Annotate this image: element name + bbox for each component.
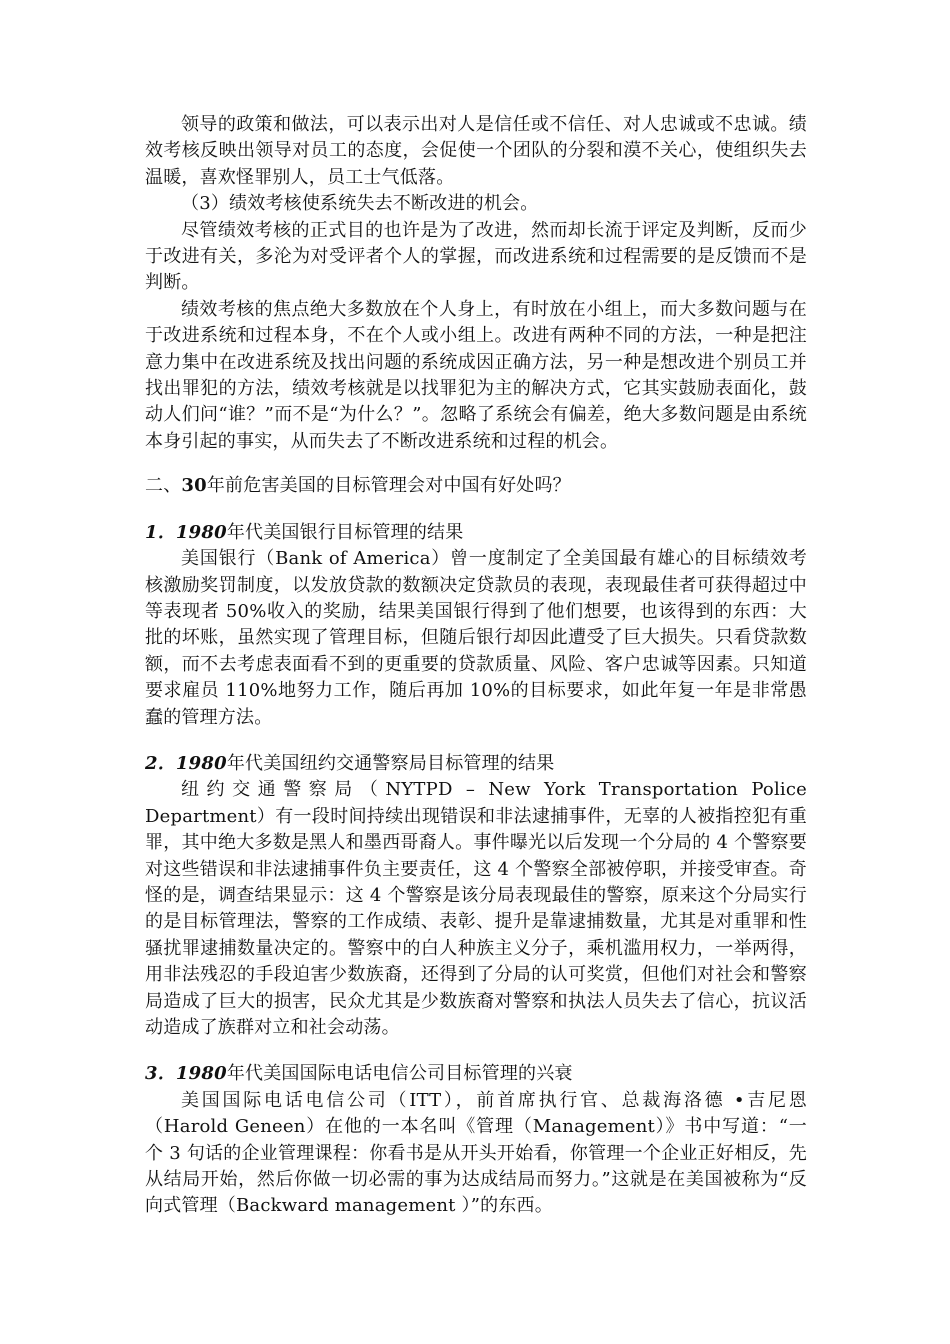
case-3-heading (145, 1061, 807, 1087)
case-3-title: 年代美国国际电话电信公司目标管理的兴衰 (226, 1063, 573, 1085)
paragraph-leadership: 领导的政策和做法，可以表示出对人是信任或不信任、对人忠诚或不忠诚。绩效考核反映出领导对员工的态度，会促使一个团队的分裂和漠不关心，使组织失去温暖，喜欢怪罪别人，员工士气低落。 (145, 114, 807, 188)
case-1-heading (145, 520, 807, 546)
paragraph-focus: 绩效考核的焦点绝大多数放在个人身上，有时放在小组上，而大多数问题与在于改进系统和过程本身，不在个人或小组上。改进有两种不同的方法，一种是把注意力集中在改进系统及找出问题的系统成因正确方法，另一种是想改进个别员工并找出罪犯的方法，绩效考核就是以找罪犯为主的解决方式，它其实鼓励表面化，鼓动人们问“谁？”而不是“为什么？”。忽略了系统会有偏差，绝大多数问题是由系统本身引起的事实，从而失去了不断改进系统和过程的机会。 (145, 298, 807, 452)
paragraph-improvement: 尽管绩效考核的正式目的也许是为了改进，然而却长流于评定及判断，反而少于改进有关，多沦为对受评者个人的掌握，而改进系统和过程需要的是反馈而不是判断。 (145, 219, 807, 294)
section-heading-2 (145, 473, 807, 499)
section-heading-prefix: 二、 (145, 475, 182, 497)
case-3-number: 3．1980 (145, 1063, 227, 1085)
spacer (145, 1041, 807, 1061)
case-2-heading (145, 751, 807, 777)
case-2-number: 2．1980 (145, 752, 227, 774)
document-page (145, 112, 807, 1220)
case-1-body: 美国银行（Bank of America）曾一度制定了全美国最有雄心的目标绩效考核激励奖罚制度，以发放贷款的数额决定贷款员的表现，表现最佳者可获得超过中等表现者 50%收入的奖励，结果美国银行得到了他们想要，也该得到的东西：大批的坏账，虽然实现了管理目标，但随后银行却因此遭受了巨大损失。只看贷款数额，而不去考虑表面看不到的更重要的贷款质量、风险、客户忠诚等因素。只知道要求雇员 110%地努力工作，随后再加 10%的目标要求，如此年复一年是非常愚蠢的管理方法。 (145, 548, 807, 728)
section-heading-rest: 年前危害美国的目标管理会对中国有好处吗？ (206, 475, 571, 497)
spacer (145, 500, 807, 520)
paragraph-point-3: （3）绩效考核使系统失去不断改进的机会。 (181, 193, 539, 215)
case-1-title: 年代美国银行目标管理的结果 (226, 521, 464, 543)
spacer (145, 455, 807, 473)
case-1-number: 1．1980 (145, 521, 227, 543)
case-2-body: 纽约交通警察局（NYTPD – New York Transportation Police Department）有一段时间持续出现错误和非法逮捕事件，无辜的人被指控犯有重罪，其中绝大多数是黑人和墨西哥裔人。事件曝光以后发现一个分局的 4 个警察要对这些错误和非法逮捕事件负主要责任，这 4 个警察全部被停职，并接受审查。奇怪的是，调查结果显示：这 4 个警察是该分局表现最佳的警察，原来这个分局实行的是目标管理法，警察的工作成绩、表彰、提升是靠逮捕数量，尤其是对重罪和性骚扰罪逮捕数量决定的。警察中的白人种族主义分子，乘机滥用权力，一举两得，用非法残忍的手段迫害少数族裔，还得到了分局的认可奖赏，但他们对社会和警察局造成了巨大的损害，民众尤其是少数族裔对警察和执法人员失去了信心，抗议活动造成了族群对立和社会动荡。 (145, 779, 807, 1038)
case-3-body: 美国国际电话电信公司（ITT），前首席执行官、总裁海洛德 •吉尼恩（Harold Geneen）在他的一本名叫《管理（Management）》书中写道：“一个 3 句话的企业管理课程：你看书是从开头开始看，你管理一个企业正好相反，先从结局开始，然后你做一切必需的事为达成结局而努力。”这就是在美国被称为“反向式管理（Backward management ）”的东西。 (145, 1089, 807, 1217)
case-2-title: 年代美国纽约交通警察局目标管理的结果 (226, 752, 555, 774)
spacer (145, 731, 807, 751)
section-heading-bold: 30 (181, 475, 207, 497)
